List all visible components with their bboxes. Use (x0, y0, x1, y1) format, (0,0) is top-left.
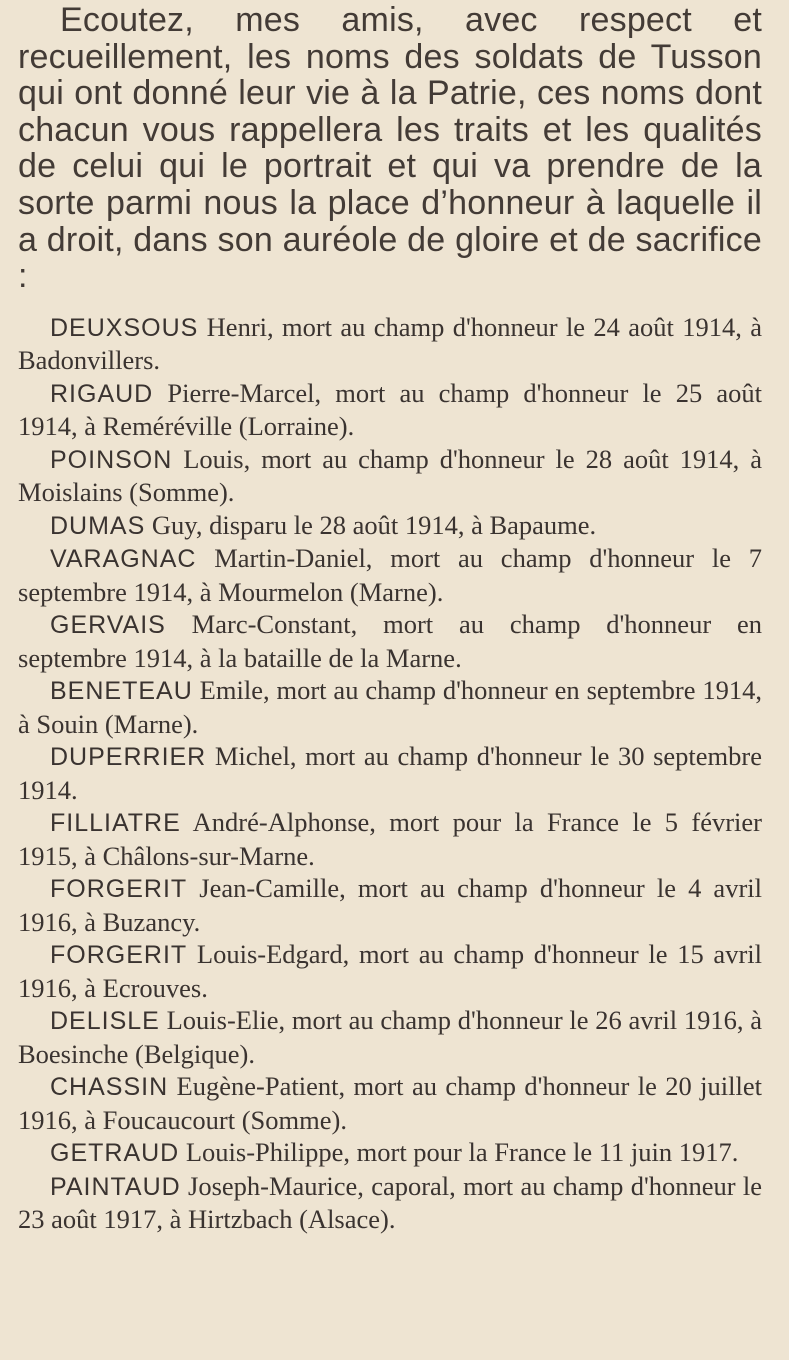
soldier-surname: VARAGNAC (50, 545, 197, 574)
soldier-entry (18, 1070, 762, 1136)
soldier-entry (18, 1004, 762, 1070)
soldier-surname: GERVAIS (50, 611, 166, 640)
soldier-entry (18, 509, 762, 543)
soldier-details: Pierre-Marcel, mort au champ d'honneur le 25 août 1914, à Reméréville (Lorraine). (18, 377, 762, 442)
soldier-details: Louis, mort au champ d'honneur le 28 août 1914, à Moislains (Somme). (18, 443, 762, 508)
soldier-entry (18, 740, 762, 806)
soldier-surname: BENETEAU (50, 677, 193, 706)
soldier-surname: POINSON (50, 445, 173, 474)
soldier-details: Henri, mort au champ d'honneur le 24 août 1914, à Badonvillers. (18, 311, 762, 376)
soldier-entry (18, 1170, 762, 1236)
soldier-surname: CHASSIN (50, 1073, 169, 1102)
soldier-details: Emile, mort au champ d'honneur en septembre 1914, à Souin (Marne). (18, 675, 762, 739)
soldier-entry (18, 608, 762, 674)
soldier-details: Louis-Edgard, mort au champ d'honneur le 15 avril 1916, à Ecrouves. (18, 939, 762, 1003)
soldier-surname: RIGAUD (50, 379, 154, 408)
soldier-details: Joseph-Maurice, caporal, mort au champ d'honneur le 23 août 1917, à Hirtzbach (Alsace). (18, 1170, 762, 1235)
soldier-details: Jean-Camille, mort au champ d'honneur le 4 avril 1916, à Buzancy. (18, 873, 762, 937)
soldier-list (18, 311, 762, 1236)
soldier-details: Michel, mort au champ d'honneur le 30 septembre 1914. (18, 741, 762, 805)
soldier-surname: DELISLE (50, 1007, 160, 1036)
soldier-details: Guy, disparu le 28 août 1914, à Bapaume. (145, 509, 597, 540)
soldier-entry (18, 1136, 762, 1170)
soldier-surname: DUMAS (50, 511, 146, 540)
soldier-entry (18, 377, 762, 443)
soldier-surname: DUPERRIER (50, 743, 207, 772)
soldier-details: André-Alphonse, mort pour la France le 5 février 1915, à Châlons-sur-Marne. (18, 807, 762, 871)
soldier-entry (18, 542, 762, 608)
soldier-details: Marc-Constant, mort au champ d'honneur en septembre 1914, à la bataille de la Marne. (18, 609, 762, 673)
document-page (18, 0, 762, 1236)
soldier-surname: PAINTAUD (50, 1172, 181, 1201)
intro-paragraph: Ecoutez, mes amis, avec respect et recueillement, les noms des soldats de Tusson qui ont donné leur vie à la Patrie, ces noms dont chacun vous rappellera les traits et les qualités de celui qui le portrait et qui va prendre de la sorte parmi nous la place d’honneur à laquelle il a droit, dans son auréole de gloire et de sacrifice : (18, 1, 762, 296)
soldier-entry (18, 872, 762, 938)
soldier-surname: FILLIATRE (50, 809, 181, 838)
soldier-surname: DEUXSOUS (50, 313, 199, 342)
soldier-surname: GETRAUD (50, 1139, 180, 1168)
soldier-entry (18, 674, 762, 740)
soldier-details: Louis-Elie, mort au champ d'honneur le 26 avril 1916, à Boesinche (Belgique). (18, 1005, 762, 1069)
soldier-surname: FORGERIT (50, 941, 188, 970)
soldier-details: Eugène-Patient, mort au champ d'honneur le 20 juillet 1916, à Foucaucourt (Somme). (18, 1071, 762, 1135)
soldier-details: Louis-Philippe, mort pour la France le 11 juin 1917. (179, 1137, 739, 1168)
soldier-entry (18, 443, 762, 509)
soldier-details: Martin-Daniel, mort au champ d'honneur le 7 septembre 1914, à Mourmelon (Marne). (18, 543, 762, 607)
soldier-entry (18, 311, 762, 377)
soldier-entry (18, 938, 762, 1004)
soldier-surname: FORGERIT (50, 875, 188, 904)
soldier-entry (18, 806, 762, 872)
